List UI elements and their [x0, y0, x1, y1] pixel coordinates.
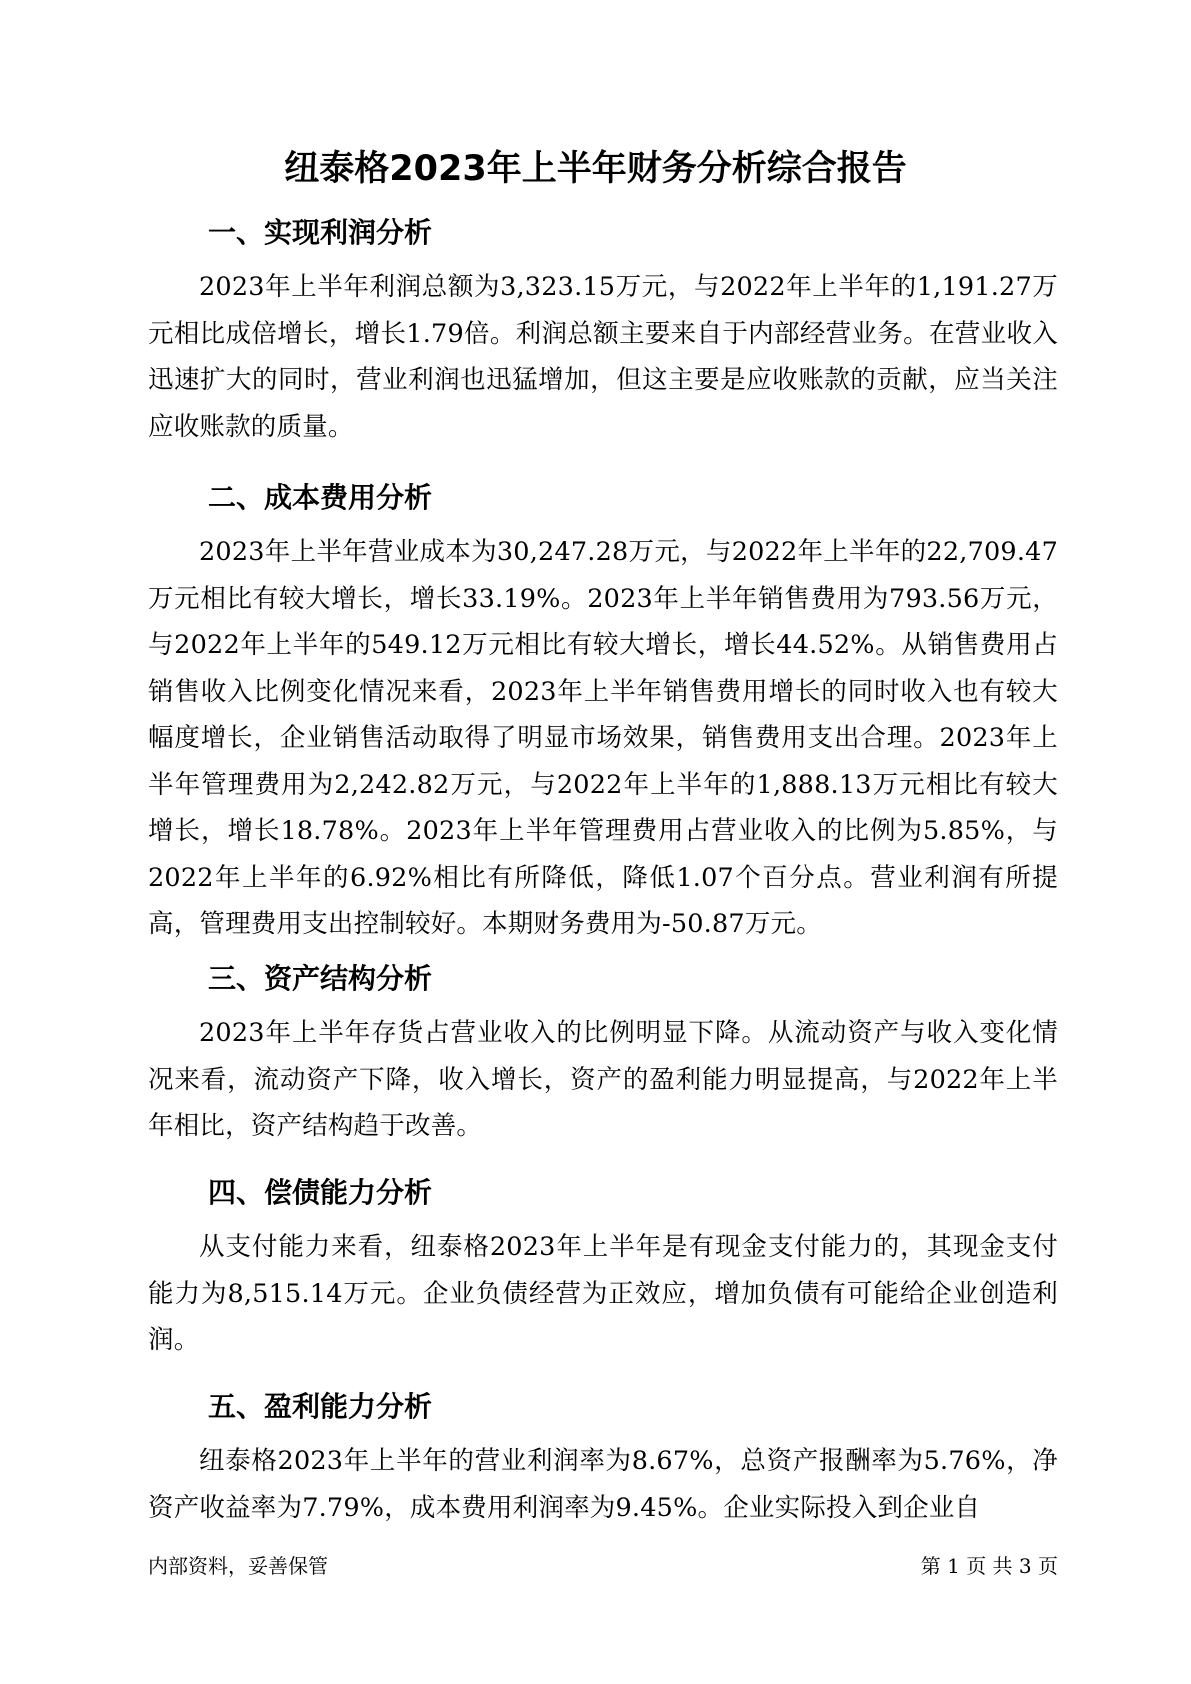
section-heading-cost: 二、成本费用分析 — [208, 481, 433, 514]
footer-confidential-note: 内部资料，妥善保管 — [148, 1554, 328, 1578]
section-heading-assets: 三、资产结构分析 — [208, 962, 433, 995]
section-paragraph-assets: 2023年上半年存货占营业收入的比例明显下降。从流动资产与收入变化情况来看，流动资产下降，收入增长，资产的盈利能力明显提高，与2022年上半年相比，资产结构趋于改善。 — [148, 1018, 1058, 1141]
section-heading-profitability: 五、盈利能力分析 — [208, 1390, 433, 1423]
document-title: 纽泰格2023年上半年财务分析综合报告 — [284, 149, 907, 189]
section-paragraph-solvency: 从支付能力来看，纽泰格2023年上半年是有现金支付能力的，其现金支付能力为8,515.14万元。企业负债经营为正效应，增加负债有可能给企业创造利润。 — [148, 1232, 1058, 1355]
section-heading-profit: 一、实现利润分析 — [208, 216, 433, 249]
section-paragraph-profit: 2023年上半年利润总额为3,323.15万元，与2022年上半年的1,191.27万元相比成倍增长，增长1.79倍。利润总额主要来自于内部经营业务。在营业收入迅速扩大的同时，营业利润也迅猛增加，但这主要是应收账款的贡献，应当关注应收账款的质量。 — [148, 272, 1058, 442]
section-paragraph-profitability: 纽泰格2023年上半年的营业利润率为8.67%，总资产报酬率为5.76%，净资产收益率为7.79%，成本费用利润率为9.45%。企业实际投入到企业自 — [148, 1446, 1058, 1523]
section-heading-solvency: 四、偿债能力分析 — [208, 1176, 433, 1209]
section-paragraph-cost: 2023年上半年营业成本为30,247.28万元，与2022年上半年的22,709.47万元相比有较大增长，增长33.19%。2023年上半年销售费用为793.56万元，与2022年上半年的549.12万元相比有较大增长，增长44.52%。从销售费用占销售收入比例变化情况来看，2023年上半年销售费用增长的同时收入也有较大幅度增长，企业销售活动取得了明显市场效果，销售费用支出合理。2023年上半年管理费用为2,242.82万元，与2022年上半年的1,888.13万元相比有较大增长，增长18.78%。2023年上半年管理费用占营业收入的比例为5.85%，与2022年上半年的6.92%相比有所降低，降低1.07个百分点。营业利润有所提高，管理费用支出控制较好。本期财务费用为-50.87万元。 — [148, 537, 1058, 939]
footer-page-number: 第 1 页 共 3 页 — [920, 1554, 1058, 1578]
